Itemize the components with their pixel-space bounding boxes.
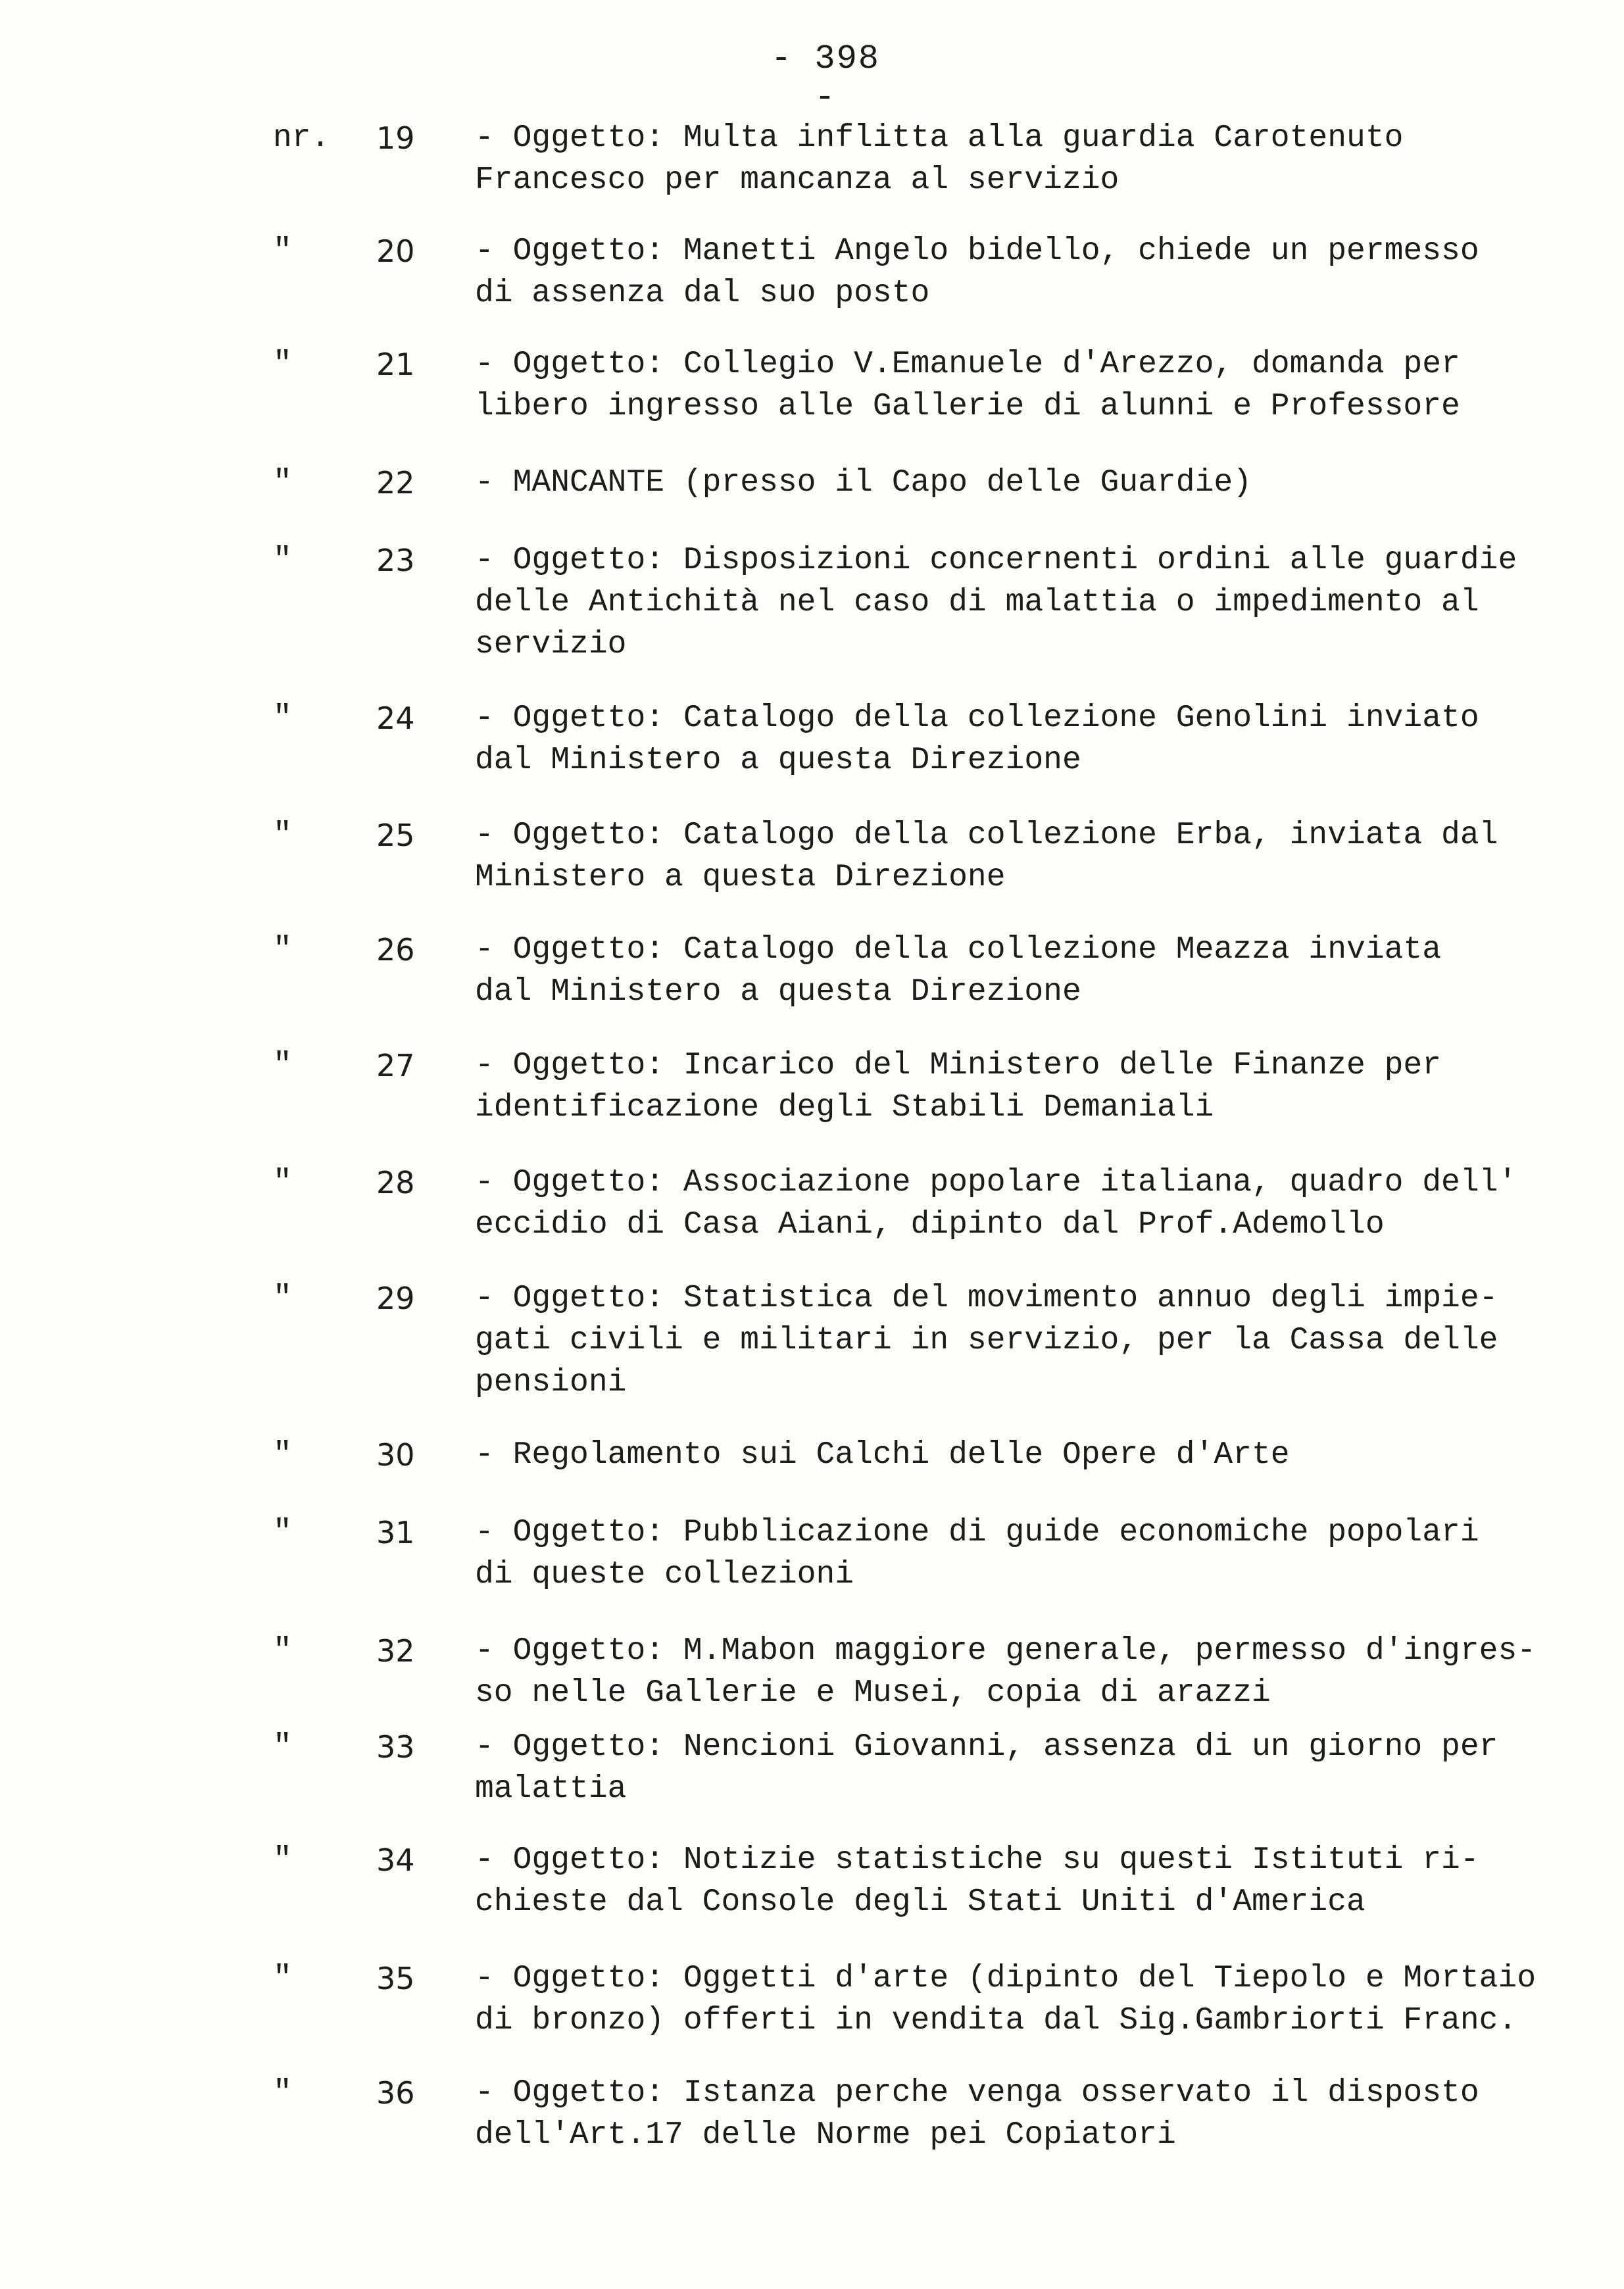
entry-number: 33 xyxy=(376,1729,415,1765)
entry-number: 29 xyxy=(376,1281,415,1316)
entry-line: di bronzo) offerti in vendita dal Sig.Gambriorti Franc. xyxy=(475,2003,1517,2038)
entry-prefix: " xyxy=(273,1842,292,1878)
entry-text xyxy=(475,1957,1593,2042)
entry-line: delle Antichità nel caso di malattia o impedimento al xyxy=(475,585,1479,620)
entry-text xyxy=(475,1512,1593,1596)
entry-text xyxy=(475,1277,1593,1404)
entry-prefix: " xyxy=(273,543,292,578)
entry-line: malattia xyxy=(475,1771,627,1807)
entry-line: so nelle Gallerie e Musei, copia di arazzi xyxy=(475,1675,1271,1711)
entry-text xyxy=(475,343,1593,428)
entry-line: - Oggetto: Notizie statistiche su questi Istituti ri- xyxy=(475,1842,1479,1878)
entry-line: dell'Art.17 delle Norme pei Copiatori xyxy=(475,2117,1176,2153)
entry-text xyxy=(475,1162,1593,1246)
entry-line: - Oggetto: Nencioni Giovanni, assenza di un giorno per xyxy=(475,1729,1498,1765)
entry-number: 23 xyxy=(376,543,415,578)
entry-text xyxy=(475,1434,1593,1476)
entry-number: 35 xyxy=(376,1961,415,1996)
entry-prefix: " xyxy=(273,1633,292,1669)
entry-number: 25 xyxy=(376,818,415,853)
entry-prefix: " xyxy=(273,701,292,736)
entry-text xyxy=(475,697,1593,781)
entry-prefix: nr. xyxy=(273,120,330,156)
entry-line: - Oggetto: Statistica del movimento annuo degli impie- xyxy=(475,1281,1498,1316)
entry-line: - Oggetto: Incarico del Ministero delle Finanze per xyxy=(475,1048,1442,1083)
entry-prefix: " xyxy=(273,1961,292,1996)
entry-line: - Oggetto: Associazione popolare italiana, quadro dell' xyxy=(475,1165,1517,1200)
entry-line: - Oggetto: Pubblicazione di guide economiche popolari xyxy=(475,1515,1479,1550)
entry-prefix: " xyxy=(273,1437,292,1473)
entry-number: 31 xyxy=(376,1515,415,1550)
entry-number: 27 xyxy=(376,1048,415,1083)
entry-line: pensioni xyxy=(475,1365,627,1400)
entry-line: - Oggetto: Catalogo della collezione Genolini inviato xyxy=(475,701,1479,736)
entry-text xyxy=(475,1045,1593,1129)
entry-line: servizio xyxy=(475,627,627,662)
entry-number: 36 xyxy=(376,2075,415,2111)
entry-line: libero ingresso alle Gallerie di alunni e Professore xyxy=(475,389,1460,424)
entry-line: - Oggetto: Oggetti d'arte (dipinto del Tiepolo e Mortaio xyxy=(475,1961,1537,1996)
entry-number: 24 xyxy=(376,701,415,736)
entry-line: - Oggetto: Disposizioni concernenti ordini alle guardie xyxy=(475,543,1517,578)
entry-line: - Oggetto: M.Mabon maggiore generale, permesso d'ingres- xyxy=(475,1633,1537,1669)
entry-line: gati civili e militari in servizio, per la Cassa delle xyxy=(475,1323,1498,1358)
entry-number: 21 xyxy=(376,347,415,382)
entry-number: 30 xyxy=(376,1437,415,1473)
entry-prefix: " xyxy=(273,1048,292,1083)
entry-line: - Oggetto: Manetti Angelo bidello, chiede un permesso xyxy=(475,234,1479,269)
entry-prefix: " xyxy=(273,818,292,853)
entry-line: dal Ministero a questa Direzione xyxy=(475,743,1081,778)
entry-line: Francesco per mancanza al servizio xyxy=(475,162,1120,198)
entry-prefix: " xyxy=(273,347,292,382)
entry-line: identificazione degli Stabili Demaniali xyxy=(475,1090,1214,1125)
entry-text xyxy=(475,539,1593,666)
entry-line: - Oggetto: Istanza perche venga osservato il disposto xyxy=(475,2075,1479,2111)
entry-line: Ministero a questa Direzione xyxy=(475,860,1006,895)
entry-line: di queste collezioni xyxy=(475,1557,854,1592)
entry-text xyxy=(475,1726,1593,1810)
entry-prefix: " xyxy=(273,465,292,501)
entry-text xyxy=(475,1839,1593,1923)
entry-text xyxy=(475,2072,1593,2156)
entry-prefix: " xyxy=(273,1165,292,1200)
entry-line: - Oggetto: Catalogo della collezione Meazza inviata xyxy=(475,932,1442,968)
entry-line: - Regolamento sui Calchi delle Opere d'Arte xyxy=(475,1437,1290,1473)
entry-text xyxy=(475,462,1593,504)
entry-line: di assenza dal suo posto xyxy=(475,276,930,311)
entry-text xyxy=(475,117,1593,201)
entry-text xyxy=(475,814,1593,898)
entry-number: 34 xyxy=(376,1842,415,1878)
entry-prefix: " xyxy=(273,1515,292,1550)
entry-number: 26 xyxy=(376,932,415,968)
entry-line: - MANCANTE (presso il Capo delle Guardie) xyxy=(475,465,1252,501)
entry-number: 20 xyxy=(376,234,415,269)
page-number: - 398 - xyxy=(770,39,881,117)
entry-text xyxy=(475,1630,1593,1714)
entry-line: - Oggetto: Catalogo della collezione Erba, inviata dal xyxy=(475,818,1498,853)
entry-text xyxy=(475,230,1593,314)
entry-number: 19 xyxy=(376,120,415,156)
entry-prefix: " xyxy=(273,1281,292,1316)
entry-line: chieste dal Console degli Stati Uniti d'America xyxy=(475,1884,1366,1920)
entry-line: dal Ministero a questa Direzione xyxy=(475,974,1081,1010)
entry-line: - Oggetto: Collegio V.Emanuele d'Arezzo, domanda per xyxy=(475,347,1460,382)
entry-prefix: " xyxy=(273,2075,292,2111)
entry-number: 32 xyxy=(376,1633,415,1669)
entry-line: eccidio di Casa Aiani, dipinto dal Prof.Ademollo xyxy=(475,1207,1385,1243)
entry-prefix: " xyxy=(273,1729,292,1765)
entry-prefix: " xyxy=(273,932,292,968)
entry-prefix: " xyxy=(273,234,292,269)
entry-text xyxy=(475,929,1593,1013)
entry-line: - Oggetto: Multa inflitta alla guardia Carotenuto xyxy=(475,120,1404,156)
entry-number: 22 xyxy=(376,465,415,501)
entry-number: 28 xyxy=(376,1165,415,1200)
